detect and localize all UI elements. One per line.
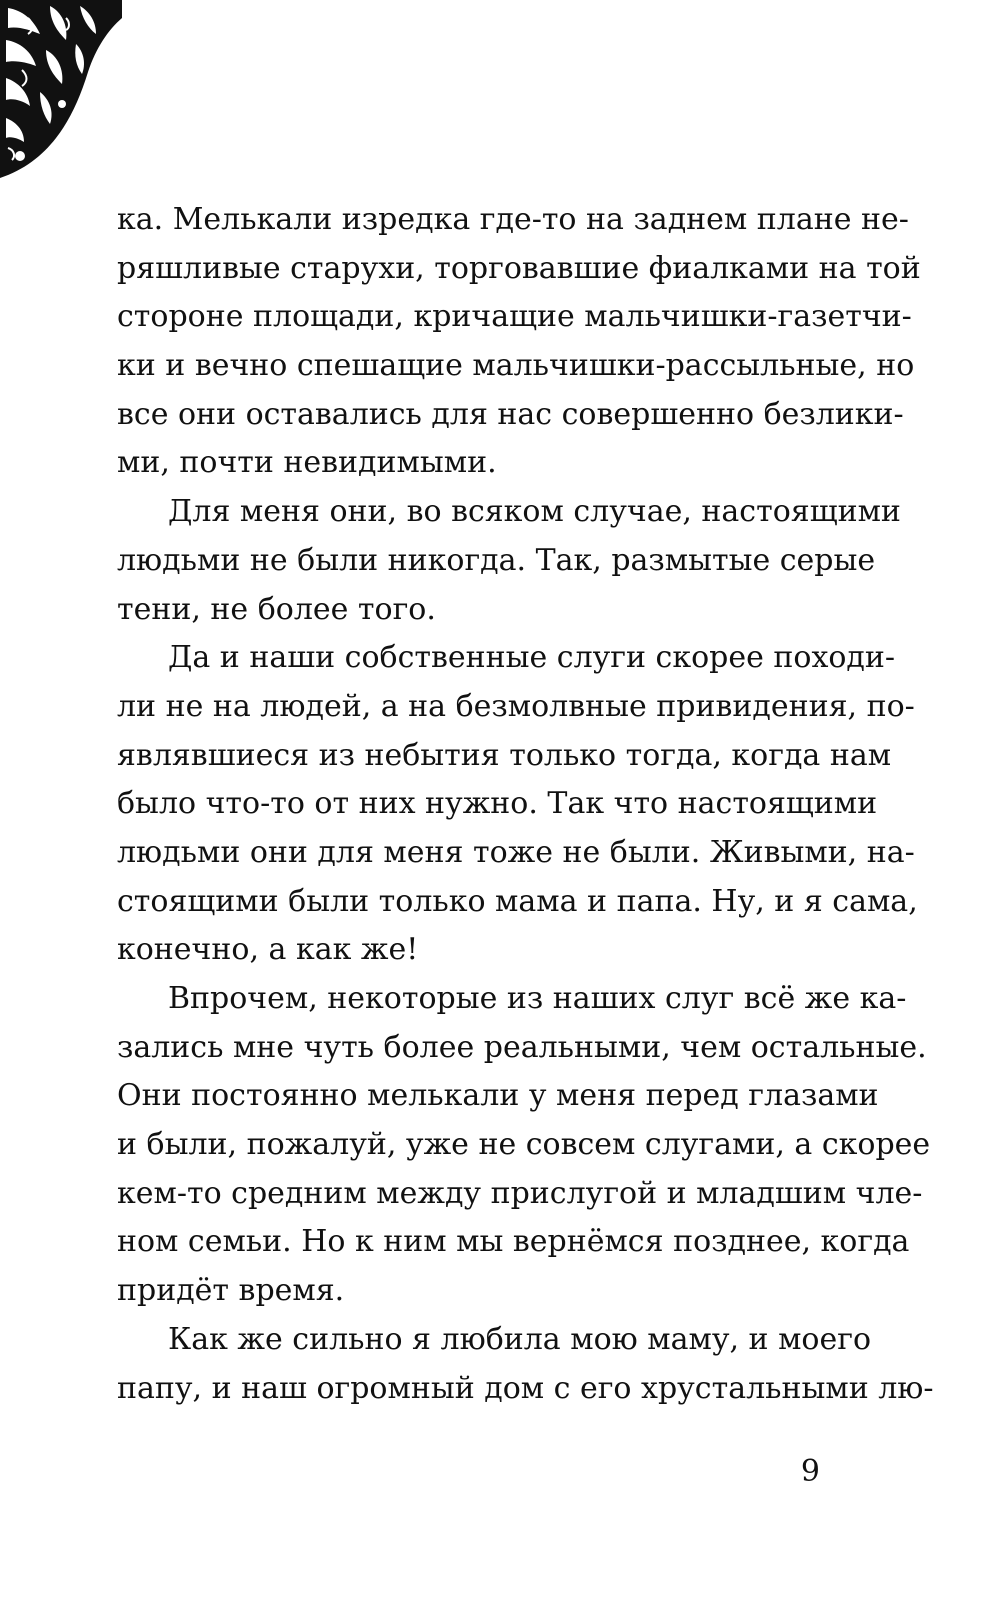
text-line: Как же сильно я любила мою маму, и моего: [168, 1321, 872, 1357]
text-line: зались мне чуть более реальными, чем остальные.: [117, 1029, 927, 1065]
text-line: тени, не более того.: [117, 591, 436, 627]
text-line: ном семьи. Но к ним мы вернёмся позднее, когда: [117, 1224, 910, 1260]
text-line: Они постоянно мелькали у меня перед глазами: [117, 1078, 879, 1114]
page-number: 9: [800, 1454, 820, 1489]
book-page-text: [117, 196, 934, 1413]
paragraph: [117, 488, 901, 634]
text-line: папу, и наш огромный дом с его хрустальными лю-: [117, 1370, 934, 1406]
text-line: все они оставались для нас совершенно безлики-: [117, 396, 904, 432]
text-line: было что-то от них нужно. Так что настоящими: [117, 786, 878, 822]
paragraph: [117, 196, 921, 488]
text-line: Впрочем, некоторые из наших слуг всё же ка-: [168, 981, 907, 1016]
text-line: стоящими были только мама и папа. Ну, и я сама,: [117, 883, 918, 919]
paragraph: [117, 634, 918, 975]
text-line: являвшиеся из небытия только тогда, когда нам: [117, 737, 892, 773]
text-line: придёт время.: [117, 1273, 345, 1309]
text-line: Для меня они, во всяком случае, настоящими: [168, 494, 901, 530]
text-line: ка. Мелькали изредка где-то на заднем плане не-: [117, 202, 909, 237]
floral-corner-ornament-icon: [0, 0, 122, 180]
paragraph: [117, 1316, 934, 1413]
text-line: людьми не были никогда. Так, размытые серые: [117, 542, 876, 578]
text-line: конечно, а как же!: [117, 932, 419, 968]
text-line: ряшливые старухи, торговавшие фиалками на той: [117, 250, 921, 286]
text-line: и были, пожалуй, уже не совсем слугами, а скорее: [117, 1127, 931, 1163]
text-line: кем-то средним между прислугой и младшим чле-: [117, 1175, 923, 1211]
text-line: Да и наши собственные слуги скорее походи-: [168, 640, 896, 676]
text-line: ми, почти невидимыми.: [117, 445, 497, 481]
text-line: ли не на людей, а на безмолвные привидения, по-: [117, 688, 915, 724]
text-line: стороне площади, кричащие мальчишки-газетчи-: [117, 299, 912, 335]
paragraph: [117, 975, 931, 1316]
text-line: ки и вечно спешащие мальчишки-рассыльные, но: [117, 348, 915, 384]
text-line: людьми они для меня тоже не были. Живыми, на-: [117, 834, 915, 870]
